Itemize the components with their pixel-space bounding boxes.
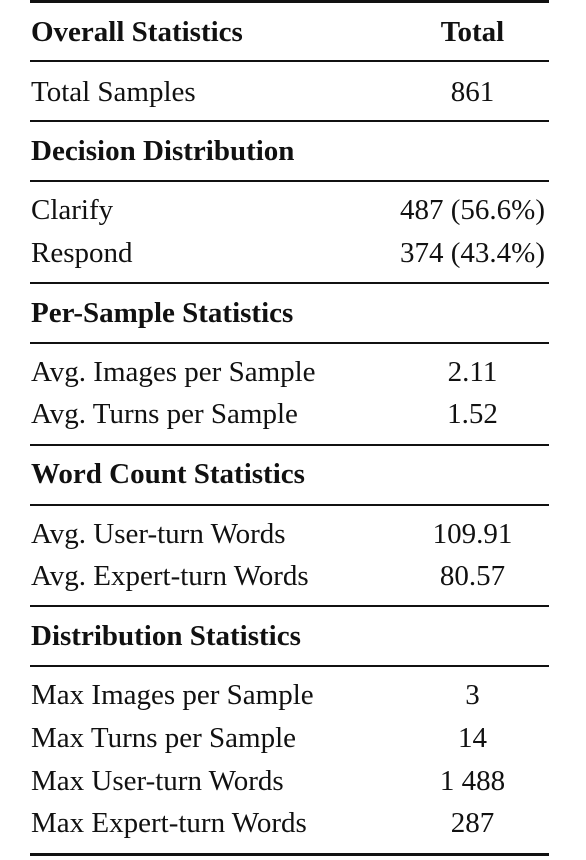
row-value: 14 xyxy=(458,722,487,754)
row-value: 109.91 xyxy=(432,518,513,550)
table-row xyxy=(30,556,549,596)
section-title-label: Per-Sample Statistics xyxy=(31,297,294,329)
row-value: 1 488 xyxy=(439,765,506,797)
table-row xyxy=(30,190,549,230)
table-row xyxy=(30,675,549,715)
table-row xyxy=(30,72,549,112)
row-label: Avg. User-turn Words xyxy=(31,518,286,550)
row-value: 3 xyxy=(465,679,480,711)
section-rule xyxy=(30,665,549,667)
section-rule xyxy=(30,282,549,284)
table-row xyxy=(30,233,549,273)
row-label: Avg. Expert-turn Words xyxy=(31,560,309,592)
section-title-label: Word Count Statistics xyxy=(31,458,305,490)
row-value: 374 (43.4%) xyxy=(400,237,545,269)
table-row xyxy=(30,352,549,392)
table-top-rule xyxy=(30,0,549,3)
row-label: Avg. Images per Sample xyxy=(31,356,316,388)
row-label: Total Samples xyxy=(31,76,196,108)
table-row xyxy=(30,394,549,434)
table-row xyxy=(30,761,549,801)
section-rule xyxy=(30,120,549,122)
section-title-label: Decision Distribution xyxy=(31,135,295,167)
row-value: 487 (56.6%) xyxy=(400,194,545,226)
section-rule xyxy=(30,342,549,344)
row-value: 80.57 xyxy=(439,560,506,592)
section-title xyxy=(30,616,549,656)
section-rule xyxy=(30,504,549,506)
row-label: Max Images per Sample xyxy=(31,679,314,711)
header-value: Total xyxy=(440,16,505,48)
row-label: Avg. Turns per Sample xyxy=(31,398,298,430)
section-rule xyxy=(30,180,549,182)
row-label: Max Expert-turn Words xyxy=(31,807,307,839)
table-row xyxy=(30,514,549,554)
section-title xyxy=(30,454,549,494)
row-label: Max User-turn Words xyxy=(31,765,284,797)
table-header-row xyxy=(30,12,549,52)
header-label: Overall Statistics xyxy=(31,16,243,48)
row-value: 2.11 xyxy=(447,356,498,388)
table-row xyxy=(30,718,549,758)
row-label: Respond xyxy=(31,237,133,269)
table-row xyxy=(30,803,549,843)
row-label: Clarify xyxy=(31,194,114,226)
row-value: 287 xyxy=(450,807,495,839)
row-value: 861 xyxy=(450,76,495,108)
section-title xyxy=(30,293,549,333)
section-title xyxy=(30,131,549,171)
row-label: Max Turns per Sample xyxy=(31,722,297,754)
section-title-label: Distribution Statistics xyxy=(31,620,301,652)
section-rule xyxy=(30,605,549,607)
table-bottom-rule xyxy=(30,853,549,856)
row-value: 1.52 xyxy=(447,398,498,430)
header-rule xyxy=(30,60,549,62)
section-rule xyxy=(30,444,549,446)
